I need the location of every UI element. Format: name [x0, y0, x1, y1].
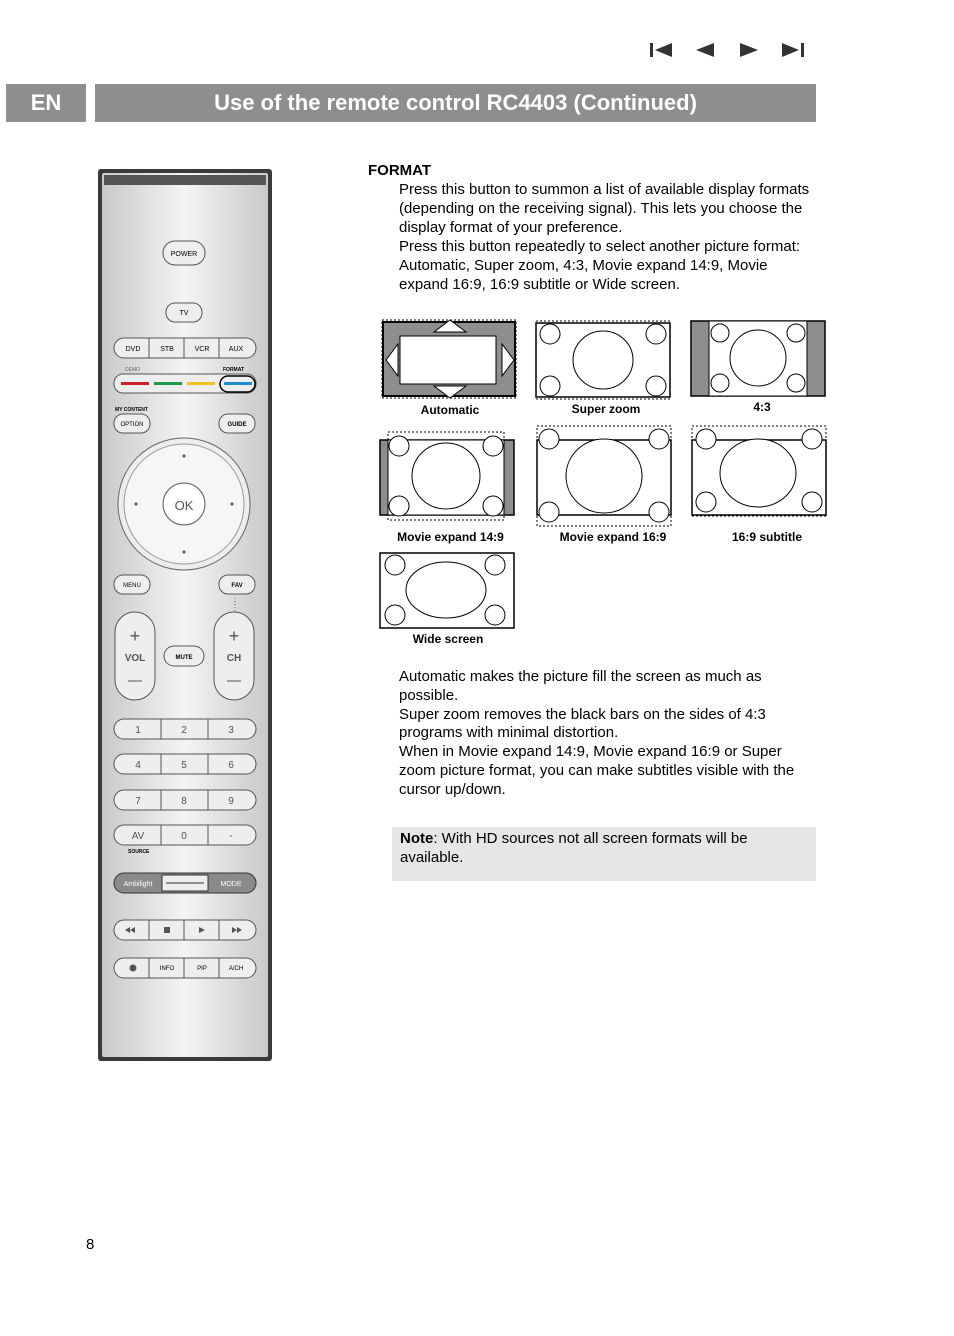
- tv-button[interactable]: [166, 303, 202, 322]
- aux-button: AUX: [228, 346, 244, 353]
- svg-text:6: 6: [228, 760, 234, 771]
- transport-row[interactable]: [114, 920, 256, 940]
- stb-button: STB: [160, 346, 174, 353]
- svg-text:A/CH: A/CH: [228, 966, 244, 972]
- caption-movie-expand-14-9: Movie expand 14:9: [397, 530, 504, 544]
- page-title: Use of the remote control RC4403 (Continued): [95, 84, 816, 122]
- svg-text:4: 4: [135, 760, 141, 771]
- caption-super-zoom: Super zoom: [571, 402, 641, 416]
- svg-text:7: 7: [135, 796, 141, 807]
- svg-text:0: 0: [181, 831, 187, 842]
- last-page-icon[interactable]: [780, 40, 806, 60]
- format-paragraph-1: Press this button to summon a list of available display formats (depending on the receiving signal). This lets you choose the display format of your preference.: [399, 181, 810, 236]
- dvd-button: DVD: [125, 346, 141, 353]
- guide-button[interactable]: [219, 414, 255, 433]
- svg-text:POWER: POWER: [170, 251, 198, 258]
- menu-button[interactable]: [114, 575, 150, 594]
- ambilight-row[interactable]: [114, 873, 256, 893]
- svg-text:OK: OK: [174, 498, 194, 513]
- svg-text:VOL: VOL: [124, 653, 146, 664]
- fav-button[interactable]: [219, 575, 255, 594]
- svg-text:1: 1: [135, 725, 141, 736]
- svg-text:OPTION: OPTION: [120, 422, 144, 428]
- automatic-format-diagram: [380, 318, 520, 402]
- channel-rocker[interactable]: [214, 612, 254, 700]
- svg-text:CH: CH: [226, 653, 242, 664]
- color-keys[interactable]: [114, 374, 256, 393]
- super-zoom-format-diagram: [535, 320, 671, 400]
- svg-text:TV: TV: [179, 310, 189, 317]
- ok-button[interactable]: [163, 483, 205, 525]
- svg-text:9: 9: [228, 796, 234, 807]
- mute-button[interactable]: [164, 646, 204, 666]
- svg-text:INFO: INFO: [159, 966, 175, 972]
- note-text: : With HD sources not all screen formats will be available.: [400, 830, 748, 866]
- caption-movie-expand-16-9: Movie expand 16:9: [559, 530, 667, 544]
- note-label: Note: [400, 830, 434, 847]
- power-button[interactable]: [163, 241, 205, 265]
- first-page-icon[interactable]: [648, 40, 674, 60]
- four-three-format-diagram: [690, 320, 828, 398]
- my-content-label: MY CONTENT: [115, 407, 148, 413]
- svg-text:+: +: [129, 626, 141, 646]
- subtitle-16-9-format-diagram: [690, 424, 828, 520]
- vcr-button: VCR: [194, 346, 210, 353]
- option-button[interactable]: [114, 414, 150, 433]
- desc-super-zoom: Super zoom removes the black bars on the sides of 4:3 programs with minimal distortion.: [399, 705, 766, 742]
- digit-row-2[interactable]: [114, 754, 256, 774]
- previous-page-icon[interactable]: [692, 40, 718, 60]
- svg-text:3: 3: [228, 725, 234, 736]
- svg-text:-: -: [229, 831, 233, 842]
- svg-text:MODE: MODE: [220, 881, 242, 888]
- svg-text:MUTE: MUTE: [175, 655, 193, 661]
- svg-text:Ambilight: Ambilight: [123, 881, 153, 888]
- source-label: SOURCE: [128, 849, 150, 855]
- svg-text:FAV: FAV: [231, 583, 243, 589]
- svg-text:5: 5: [181, 760, 187, 771]
- format-heading: FORMAT: [368, 162, 432, 179]
- note-box: [392, 827, 816, 881]
- digit-row-1[interactable]: [114, 719, 256, 739]
- caption-4-3: 4:3: [753, 400, 771, 414]
- page-navigation: [648, 40, 808, 62]
- svg-text:PIP: PIP: [197, 966, 207, 972]
- volume-rocker[interactable]: [115, 612, 155, 700]
- svg-text:GUIDE: GUIDE: [227, 422, 247, 428]
- remote-control-illustration: [97, 168, 275, 1064]
- movie-expand-16-9-format-diagram: [535, 424, 673, 528]
- digit-row-4[interactable]: [114, 825, 256, 845]
- desc-automatic: Automatic makes the picture fill the screen as much as possible.: [399, 668, 762, 704]
- svg-text:AV: AV: [131, 831, 145, 842]
- caption-automatic: Automatic: [420, 403, 480, 417]
- page-number: 8: [86, 1236, 95, 1253]
- svg-text:+: +: [228, 626, 240, 646]
- svg-text:2: 2: [181, 725, 187, 736]
- desc-subtitles: When in Movie expand 14:9, Movie expand 16:9 or Super zoom picture format, you can make subtitles visible with the cursor up/down.: [399, 743, 795, 798]
- svg-text:8: 8: [181, 796, 187, 807]
- source-buttons[interactable]: [114, 338, 256, 358]
- movie-expand-14-9-format-diagram: [378, 430, 516, 524]
- format-description: [399, 668, 819, 800]
- caption-wide-screen: Wide screen: [412, 632, 484, 646]
- digit-row-3[interactable]: [114, 790, 256, 810]
- caption-16-9-subtitle: 16:9 subtitle: [731, 530, 803, 544]
- format-paragraph-2: Press this button repeatedly to select another picture format: Automatic, Super zoom, 4:3, Movie expand 14:9, Movie expand 16:9, 16:9 subtitle or Wide screen.: [399, 238, 801, 293]
- svg-text:MENU: MENU: [123, 583, 141, 589]
- next-page-icon[interactable]: [736, 40, 762, 60]
- demo-label: DEMO: [125, 367, 140, 373]
- wide-screen-format-diagram: [378, 551, 516, 631]
- format-label: FORMAT: [223, 367, 245, 373]
- function-row[interactable]: [114, 958, 256, 978]
- language-tab: EN: [6, 84, 86, 122]
